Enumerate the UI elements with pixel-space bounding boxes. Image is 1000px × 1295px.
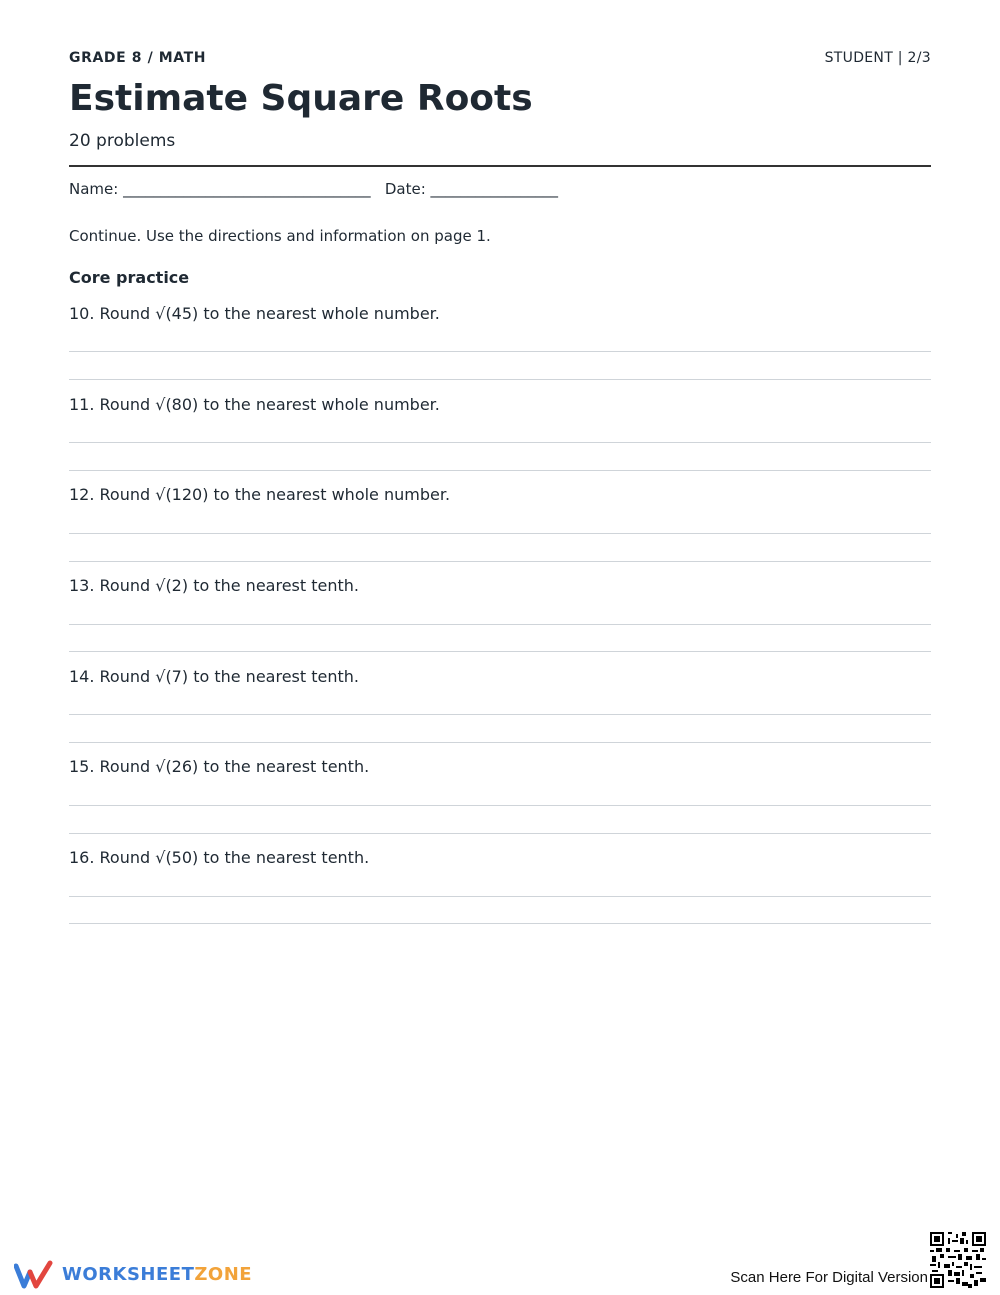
instructions: Continue. Use the directions and information on page 1. [69, 227, 491, 245]
problem-item [69, 485, 931, 575]
answer-line[interactable] [69, 923, 931, 924]
answer-line[interactable] [69, 442, 931, 443]
worksheetzone-mark-icon [14, 1260, 56, 1290]
answer-line[interactable] [69, 561, 931, 562]
section-title: Core practice [69, 268, 190, 287]
answer-line[interactable] [69, 470, 931, 471]
problem-item [69, 848, 931, 938]
problem-text: 16. Round √(50) to the nearest tenth. [69, 848, 370, 867]
problem-text: 13. Round √(2) to the nearest tenth. [69, 576, 359, 595]
problem-text: 14. Round √(7) to the nearest tenth. [69, 667, 359, 686]
scan-instruction: Scan Here For Digital Version [730, 1269, 928, 1286]
logo-word-worksheet: WORKSHEET [62, 1264, 195, 1285]
answer-line[interactable] [69, 651, 931, 652]
problem-item [69, 395, 931, 485]
page-title: Estimate Square Roots [69, 78, 533, 119]
grade-subject: GRADE 8 / MATH [69, 50, 207, 66]
answer-line[interactable] [69, 833, 931, 834]
logo-word-zone: ZONE [194, 1264, 253, 1285]
problem-item [69, 667, 931, 757]
answer-line[interactable] [69, 624, 931, 625]
problem-item [69, 757, 931, 847]
answer-line[interactable] [69, 805, 931, 806]
qr-code-icon[interactable] [930, 1232, 986, 1288]
answer-line[interactable] [69, 533, 931, 534]
answer-line[interactable] [69, 714, 931, 715]
problem-item [69, 304, 931, 394]
name-date-fields[interactable]: Name: _________________________________ Date: _________________ [69, 180, 559, 198]
header-bar [69, 50, 931, 68]
problem-text: 15. Round √(26) to the nearest tenth. [69, 757, 370, 776]
problem-item [69, 576, 931, 666]
header-divider [69, 165, 931, 167]
student-page-indicator: STUDENT | 2/3 [824, 50, 931, 66]
problem-text: 12. Round √(120) to the nearest whole number. [69, 485, 451, 504]
worksheetzone-logo[interactable] [14, 1260, 253, 1290]
logo-wordmark [62, 1264, 252, 1285]
problem-count: 20 problems [69, 131, 176, 151]
answer-line[interactable] [69, 896, 931, 897]
answer-line[interactable] [69, 742, 931, 743]
problem-text: 11. Round √(80) to the nearest whole number. [69, 395, 440, 414]
problem-text: 10. Round √(45) to the nearest whole number. [69, 304, 440, 323]
answer-line[interactable] [69, 351, 931, 352]
answer-line[interactable] [69, 379, 931, 380]
